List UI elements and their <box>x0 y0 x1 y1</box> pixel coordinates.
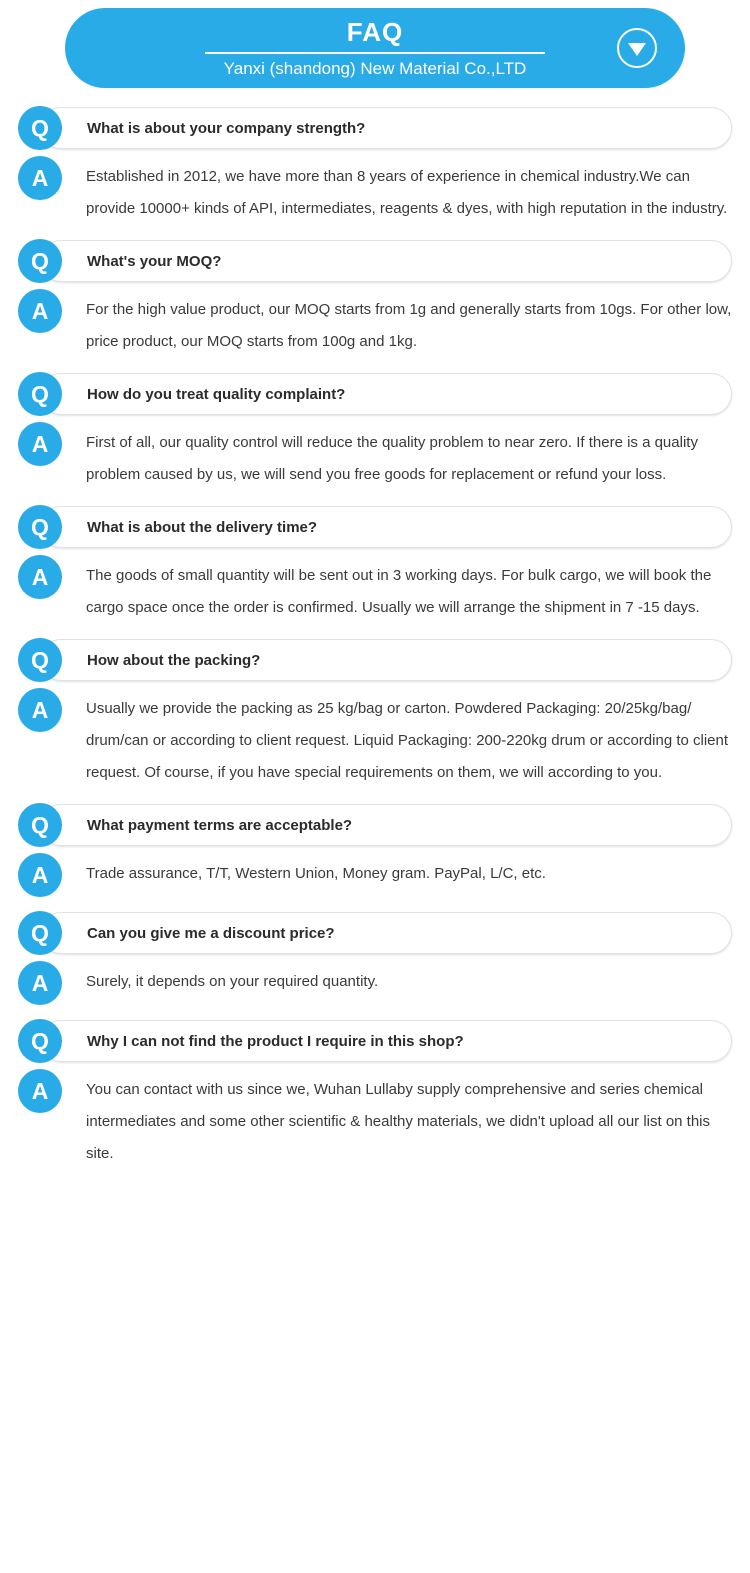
answer-badge: A <box>18 422 62 466</box>
faq-answer-row <box>18 422 732 491</box>
faq-question-text[interactable]: Can you give me a discount price? <box>40 912 732 954</box>
faq-answer-row <box>18 688 732 789</box>
faq-item <box>18 106 732 225</box>
answer-badge: A <box>18 688 62 732</box>
faq-item <box>18 239 732 358</box>
faq-answer-row <box>18 1069 732 1170</box>
faq-header-text-group <box>65 17 685 79</box>
faq-question-text[interactable]: What is about the delivery time? <box>40 506 732 548</box>
faq-item <box>18 638 732 789</box>
faq-question-row[interactable] <box>18 1019 732 1063</box>
faq-question-row[interactable] <box>18 372 732 416</box>
faq-question-row[interactable] <box>18 803 732 847</box>
faq-item <box>18 803 732 897</box>
faq-question-row[interactable] <box>18 638 732 682</box>
down-arrow-triangle <box>628 43 646 56</box>
faq-question-text[interactable]: What is about your company strength? <box>40 107 732 149</box>
faq-answer-text: The goods of small quantity will be sent out in 3 working days. For bulk cargo, we will book the cargo space once the order is confirmed. Usually we will arrange the shipment in 7 -15 days. <box>86 567 712 616</box>
header-divider <box>205 52 545 54</box>
circle-down-arrow-icon[interactable] <box>617 28 657 68</box>
faq-item <box>18 505 732 624</box>
faq-question-text[interactable]: How about the packing? <box>40 639 732 681</box>
answer-badge: A <box>18 1069 62 1113</box>
faq-item <box>18 1019 732 1170</box>
faq-question-text[interactable]: How do you treat quality complaint? <box>40 373 732 415</box>
faq-item <box>18 911 732 1005</box>
answer-badge: A <box>18 853 62 897</box>
answer-badge: A <box>18 156 62 200</box>
faq-answer-text: Surely, it depends on your required quantity. <box>86 973 379 990</box>
faq-answer-text: Usually we provide the packing as 25 kg/bag or carton. Powdered Packaging: 20/25kg/bag/ drum/can or according to client request. Liquid Packaging: 200-220kg drum or according to client request. Of course, if you have special requirements on them, we will according to you. <box>86 700 729 781</box>
faq-header-banner <box>65 8 685 88</box>
faq-answer-text: Established in 2012, we have more than 8 years of experience in chemical industry.We can provide 10000+ kinds of API, intermediates, reagents & dyes, with high reputation in the industry. <box>86 168 728 217</box>
faq-question-row[interactable] <box>18 106 732 150</box>
faq-answer-row <box>18 555 732 624</box>
answer-badge: A <box>18 555 62 599</box>
question-badge: Q <box>18 803 62 847</box>
question-badge: Q <box>18 372 62 416</box>
faq-question-row[interactable] <box>18 911 732 955</box>
faq-answer-row <box>18 961 732 1005</box>
faq-answer-row <box>18 853 732 897</box>
faq-list <box>0 88 750 1214</box>
question-badge: Q <box>18 505 62 549</box>
faq-question-text[interactable]: What payment terms are acceptable? <box>40 804 732 846</box>
question-badge: Q <box>18 638 62 682</box>
faq-question-row[interactable] <box>18 239 732 283</box>
faq-answer-text: Trade assurance, T/T, Western Union, Money gram. PayPal, L/C, etc. <box>86 865 546 882</box>
faq-question-text[interactable]: Why I can not find the product I require in this shop? <box>40 1020 732 1062</box>
faq-question-text[interactable]: What's your MOQ? <box>40 240 732 282</box>
question-badge: Q <box>18 1019 62 1063</box>
faq-answer-text: You can contact with us since we, Wuhan Lullaby supply comprehensive and series chemical intermediates and some other scientific & healthy materials, we didn't upload all our list on this site. <box>86 1081 711 1162</box>
faq-answer-text: First of all, our quality control will reduce the quality problem to near zero. If there is a quality problem caused by us, we will send you free goods for replacement or refund your loss. <box>86 434 698 483</box>
faq-answer-row <box>18 289 732 358</box>
answer-badge: A <box>18 961 62 1005</box>
faq-question-row[interactable] <box>18 505 732 549</box>
faq-answer-row <box>18 156 732 225</box>
question-badge: Q <box>18 106 62 150</box>
page-title: FAQ <box>346 17 404 47</box>
faq-header <box>0 0 750 88</box>
faq-item <box>18 372 732 491</box>
answer-badge: A <box>18 289 62 333</box>
question-badge: Q <box>18 911 62 955</box>
faq-answer-text: For the high value product, our MOQ starts from 1g and generally starts from 10gs. For other low, price product, our MOQ starts from 100g and 1kg. <box>86 301 732 350</box>
question-badge: Q <box>18 239 62 283</box>
company-name: Yanxi (shandong) New Material Co.,LTD <box>223 59 527 78</box>
